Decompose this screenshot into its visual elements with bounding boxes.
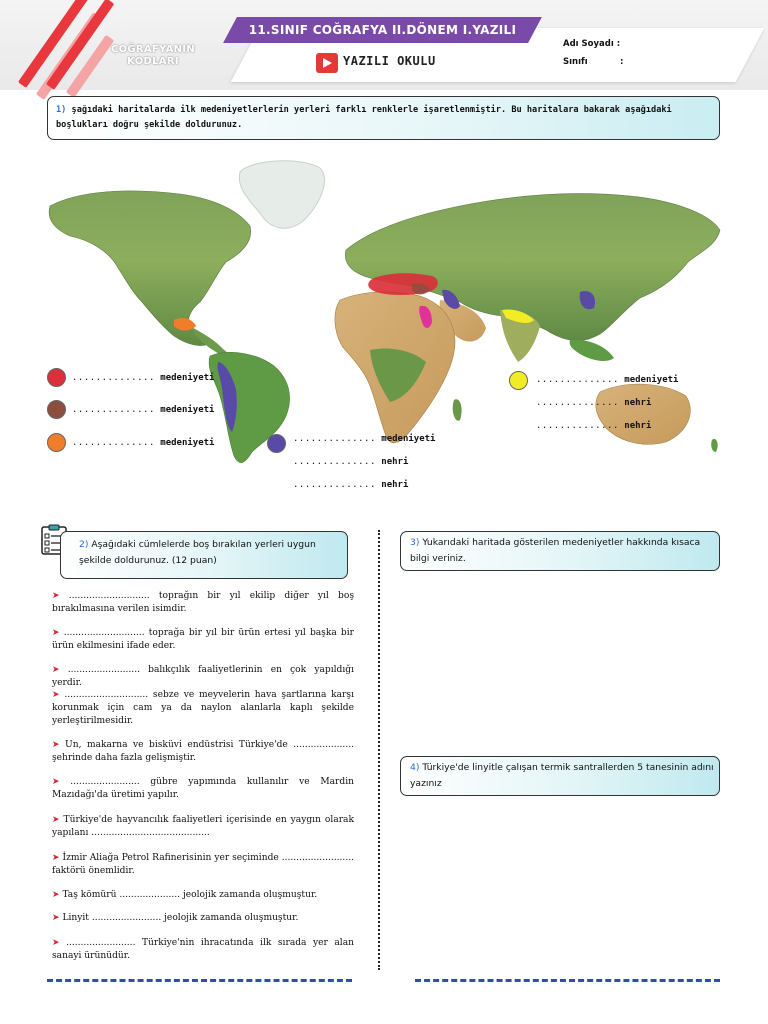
greenland-landmass [239,161,324,228]
legend-line: .............. nehri [536,398,652,408]
question-1-text: şağıdaki haritalarda ilk medeniyetlerlerin yerleri farklı renklerle işaretlenmiştir. Bu haritalara bakarak aşağıdaki boşlukları doğru şekilde doldurunuz. [56,105,672,130]
legend-line: .............. nehri [293,480,409,490]
arrow-icon: ➤ [52,665,60,675]
footer-line [47,979,352,982]
legend-dot-brown [47,400,66,419]
class-colon: : [620,57,624,67]
question-4-box [400,756,720,796]
sentence-item: ➤ Un, makarna ve bisküvi endüstrisi Türkiye'de ..................... şehrinde daha fazla gelişmiştir. [52,740,354,763]
arrow-icon: ➤ [52,913,60,923]
arrow-icon: ➤ [52,628,60,638]
legend-line: .............. medeniyeti [72,373,215,383]
legend-dot-orange [47,433,66,452]
exam-title: 11.SINIF COĞRAFYA II.DÖNEM I.YAZILI [248,23,517,37]
legend-dot-yellow [509,371,528,390]
sentence-item: ➤ Taş kömürü ..................... jeolojik zamanda oluşmuştur. [52,890,318,900]
australia-landmass [596,384,691,444]
question-3-number: 3) [410,537,420,548]
sentence-item: ➤ ........................ gübre yapımında kullanılır ve Mardin Mazıdağı'da üretimi yapılır. [52,777,354,800]
footer-line [415,979,720,982]
legend-line: .............. medeniyeti [72,438,215,448]
question-4-text: Türkiye'de linyitle çalışan termik santrallerden 5 tanesinin adını yazınız [410,762,714,789]
madagascar-landmass [453,399,462,421]
name-label: Adı Soyadı : [563,39,621,49]
new-zealand-landmass [711,439,717,452]
sentence-item: ➤ ......................... balıkçılık faaliyetlerinin en çok yapıldığı yerdir. [52,665,354,688]
sentence-item: ➤ Linyit ........................ jeolojik zamanda oluşmuştur. [52,913,299,923]
arrow-icon: ➤ [52,740,60,750]
sentence-item: ➤ İzmir Aliağa Petrol Rafinerisinin yer seçiminde ......................... faktörü önemlidir. [52,853,354,876]
class-label: Sınıfı [563,57,588,67]
question-1-box [47,96,720,140]
sentence-item: ➤ ............................ toprağın bir yıl ekilip diğer yıl boş bırakılmasına verilen isimdir. [52,591,354,614]
legend-line: .............. medeniyeti [72,405,215,415]
arrow-icon: ➤ [52,853,60,863]
sentence-item: ➤ ............................. sebze ve meyvelerin hava şartlarına karşı korunmak için cam ya da naylon alanlarla kaplı şekilde yerleştirilmesidir. [52,690,354,726]
legend-dot-purple [267,434,286,453]
column-divider [378,530,380,970]
sentence-item: ➤ ........................ Türkiye'nin ihracatında ilk sırada yer alan sanayi ürünüdür. [52,938,354,961]
question-2-text: Aşağıdaki cümlelerde boş bırakılan yerleri uygun şekilde doldurunuz. (12 puan) [79,539,316,566]
arrow-icon: ➤ [52,815,60,825]
legend-line: .............. medeniyeti [293,434,436,444]
north-america-landmass [49,191,251,346]
arrow-icon: ➤ [52,690,60,700]
yazili-okulu-logo-icon [316,53,338,73]
legend-dot-red [47,368,66,387]
legend-line: .............. nehri [293,457,409,467]
question-4-number: 4) [410,762,420,773]
question-3-text: Yukarıdaki haritada gösterilen medeniyetler hakkında kısaca bilgi veriniz. [410,537,701,564]
brand-logo: COĞRAFYANIN KODLARI [110,44,196,67]
arrow-icon: ➤ [52,890,60,900]
southeast-asia-landmass [570,340,614,361]
question-1-number: 1) [56,105,67,115]
sentence-item: ➤ ............................ toprağa bir yıl bir ürün ertesi yıl başka bir ürün ekilmesini ifade eder. [52,628,354,651]
logo-text: YAZILI OKULU [343,54,436,68]
legend-line: .............. medeniyeti [536,375,679,385]
legend-line: .............. nehri [536,421,652,431]
arrow-icon: ➤ [52,591,60,601]
question-2-number: 2) [79,539,89,550]
question-3-box [400,531,720,571]
question-2-box [60,531,348,579]
arrow-icon: ➤ [52,938,60,948]
arrow-icon: ➤ [52,777,60,787]
sentence-item: ➤ Türkiye'de hayvancılık faaliyetleri içerisinde en yaygın olarak yapılanı ......................................... [52,815,354,838]
